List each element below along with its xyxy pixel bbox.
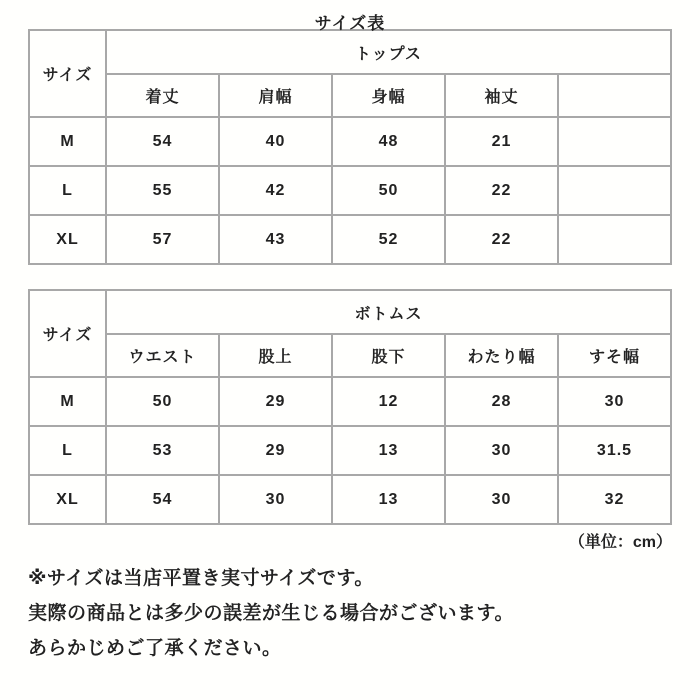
table-cell: 53 bbox=[106, 426, 219, 475]
tops-row-l bbox=[29, 166, 671, 215]
table-cell: 55 bbox=[106, 166, 219, 215]
footnote-line: 実際の商品とは多少の誤差が生じる場合がございます。 bbox=[28, 603, 514, 624]
row-size-label: XL bbox=[29, 475, 106, 524]
tops-row-xl bbox=[29, 215, 671, 264]
table-cell: 31.5 bbox=[558, 426, 671, 475]
bottoms-group-header: ボトムス bbox=[106, 290, 671, 334]
tops-column-header: 袖丈 bbox=[445, 74, 558, 117]
table-cell-empty bbox=[558, 166, 671, 215]
tops-header-row bbox=[29, 30, 671, 74]
table-cell: 21 bbox=[445, 117, 558, 166]
table-cell: 13 bbox=[332, 475, 445, 524]
table-cell: 54 bbox=[106, 475, 219, 524]
footnote-line: ※サイズは当店平置き実寸サイズです。 bbox=[28, 568, 374, 589]
table-cell: 42 bbox=[219, 166, 332, 215]
bottoms-row-m bbox=[29, 377, 671, 426]
table-cell: 50 bbox=[106, 377, 219, 426]
tops-column-header-empty bbox=[558, 74, 671, 117]
table-cell-empty bbox=[558, 215, 671, 264]
table-cell: 29 bbox=[219, 426, 332, 475]
table-cell: 13 bbox=[332, 426, 445, 475]
row-size-label: XL bbox=[29, 215, 106, 264]
row-size-label: L bbox=[29, 426, 106, 475]
table-cell: 30 bbox=[445, 426, 558, 475]
table-cell-empty bbox=[558, 117, 671, 166]
bottoms-row-xl bbox=[29, 475, 671, 524]
row-size-label: M bbox=[29, 377, 106, 426]
bottoms-header-row bbox=[29, 290, 671, 334]
footnotes bbox=[28, 561, 700, 666]
bottoms-column-header: すそ幅 bbox=[558, 334, 671, 377]
table-cell: 52 bbox=[332, 215, 445, 264]
tops-column-header: 身幅 bbox=[332, 74, 445, 117]
bottoms-size-table bbox=[28, 289, 672, 525]
table-cell: 32 bbox=[558, 475, 671, 524]
row-size-label: L bbox=[29, 166, 106, 215]
tops-size-table bbox=[28, 29, 672, 265]
tops-group-header: トップス bbox=[106, 30, 671, 74]
table-cell: 48 bbox=[332, 117, 445, 166]
tops-column-header: 肩幅 bbox=[219, 74, 332, 117]
bottoms-column-header: 股下 bbox=[332, 334, 445, 377]
table-cell: 54 bbox=[106, 117, 219, 166]
page-title: サイズ表 bbox=[314, 14, 386, 33]
table-cell: 28 bbox=[445, 377, 558, 426]
bottoms-row-l bbox=[29, 426, 671, 475]
row-size-label: M bbox=[29, 117, 106, 166]
unit-note: （単位：cm） bbox=[568, 534, 672, 551]
table-cell: 57 bbox=[106, 215, 219, 264]
table-cell: 30 bbox=[219, 475, 332, 524]
bottoms-column-header: わたり幅 bbox=[445, 334, 558, 377]
tops-column-header: 着丈 bbox=[106, 74, 219, 117]
bottoms-column-header: ウエスト bbox=[106, 334, 219, 377]
table-cell: 30 bbox=[558, 377, 671, 426]
bottoms-column-header: 股上 bbox=[219, 334, 332, 377]
tops-corner-header: サイズ bbox=[29, 30, 106, 117]
table-cell: 40 bbox=[219, 117, 332, 166]
table-cell: 29 bbox=[219, 377, 332, 426]
bottoms-subheader-row bbox=[29, 334, 671, 377]
table-cell: 22 bbox=[445, 215, 558, 264]
table-cell: 50 bbox=[332, 166, 445, 215]
tops-subheader-row bbox=[29, 74, 671, 117]
table-cell: 30 bbox=[445, 475, 558, 524]
footnote-line: あらかじめご了承ください。 bbox=[28, 638, 282, 659]
table-cell: 12 bbox=[332, 377, 445, 426]
table-cell: 43 bbox=[219, 215, 332, 264]
bottoms-corner-header: サイズ bbox=[29, 290, 106, 377]
table-gap bbox=[0, 265, 700, 289]
table-cell: 22 bbox=[445, 166, 558, 215]
tops-row-m bbox=[29, 117, 671, 166]
